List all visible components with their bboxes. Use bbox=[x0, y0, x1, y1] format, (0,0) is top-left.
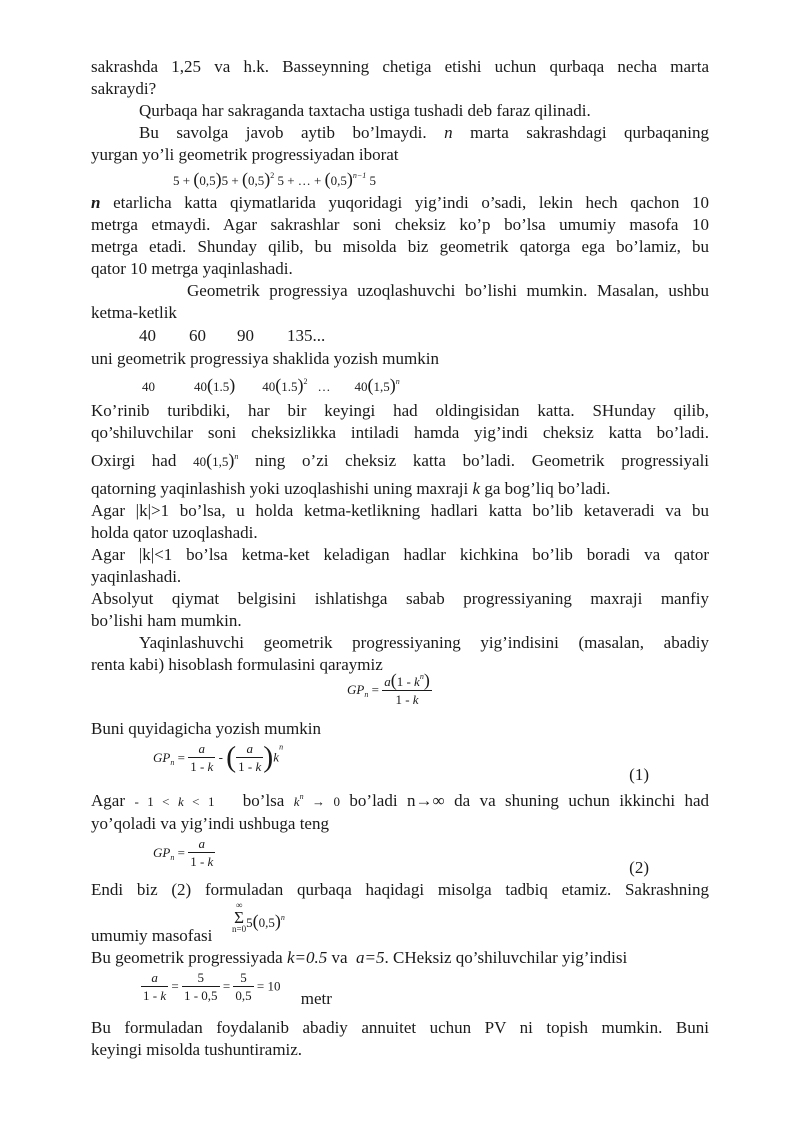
paragraph-12: Buni quyidagicha yozish mumkin bbox=[91, 719, 321, 738]
text-line: metrga etmaydi. Agar sakrashlar soni cheksiz ko’p bo’lsa umumiy masofa 10 bbox=[91, 215, 709, 234]
fraction: $\frac{a}{1 - k}$ bbox=[143, 970, 167, 1003]
text-line: Absolyut qiymat belgisini ishlatishga sabab progressiyaning maxraji manfiy bbox=[91, 589, 709, 608]
paragraph-8 bbox=[91, 500, 709, 544]
paragraph-14 bbox=[91, 879, 709, 947]
fraction: $\frac{5}{1 - 0,5}$ bbox=[183, 970, 218, 1003]
fraction: $\frac{a}{1 - k}$ bbox=[238, 741, 262, 774]
series-formula: $5 + (0,5)5 + (0,5)^2$ 5 + … + $(0,5)^{n-1}$ 5 bbox=[173, 169, 377, 189]
paragraph-10 bbox=[91, 588, 709, 632]
sequence-item: 90 bbox=[237, 326, 254, 345]
sequence bbox=[91, 324, 709, 348]
text-line: n etarlicha katta qiymatlarida yuqoridagi yig’indi o’sadi, lekin hech qachon 10 bbox=[91, 193, 709, 212]
text-line: Bu formuladan foydalanib abadiy annuitet uchun PV ni topish mumkin. Buni bbox=[91, 1018, 709, 1037]
text-line: renta kabi) hisoblash formulasini qaraymiz bbox=[91, 655, 383, 674]
sequence-item: 40 bbox=[139, 326, 156, 345]
unit-label: metr bbox=[300, 989, 332, 1008]
sum-formula: ∞ Σ $n=05(0,5)^n$ bbox=[232, 900, 285, 934]
paragraph-3 bbox=[91, 122, 709, 144]
text-line: yaqinlashadi. bbox=[91, 567, 182, 586]
text-line: yo’qoladi va yig’indi ushbuga teng bbox=[91, 814, 329, 833]
text-line: holda qator uzoqlashadi. bbox=[91, 523, 258, 542]
fraction: $\frac{5}{0,5}$ bbox=[235, 970, 252, 1003]
inline-formula: $40(1,5)^n$ bbox=[193, 450, 239, 470]
text-line: Agar |k|<1 bo’lsa ketma-ket keladigan hadlar kichkina bo’lib boradi va qator bbox=[91, 545, 709, 564]
paragraph-13 bbox=[91, 790, 709, 835]
paragraph-15: Bu geometrik progressiyada k=0.5 va a=5. CHeksiz qo’shiluvchilar yig’indisi bbox=[91, 948, 628, 967]
text-line: Oxirgi had $40(1,5)^n$ ning o’zi cheksiz katta bo’ladi. Geometrik progressiyali bbox=[91, 450, 710, 470]
fraction: $\frac{a}{1 - k}$ bbox=[190, 836, 214, 869]
text-line: sakraydi? bbox=[91, 79, 157, 98]
text-line: ketma-ketlik bbox=[91, 303, 177, 322]
text-line: Geometrik progressiya uzoqlashuvchi bo’lishi mumkin. Masalan, ushbu bbox=[187, 281, 709, 300]
paragraph-4 bbox=[91, 192, 709, 280]
fraction: $\frac{a}{1 - k}$ bbox=[190, 741, 214, 774]
formula-1: $GP_n$ = $\frac{a}{1 - k}$ - ( $\frac{a}{1 - k}$ )$k^n$ (1) bbox=[153, 740, 649, 784]
text-line: Yaqinlashuvchi geometrik progressiyaning yig’indisini (masalan, abadiy bbox=[139, 633, 709, 652]
text-line: Ko’rinib turibdiki, har bir keyingi had oldingisidan katta. SHunday qilib, bbox=[91, 401, 709, 420]
paragraph-11 bbox=[91, 632, 709, 676]
calc-formula: $\frac{a}{1 - k}$ = $\frac{5}{1 - 0,5}$ = $\frac{5}{0,5}$ = 10 metr bbox=[143, 970, 332, 1008]
text-line: keyingi misolda tushuntiramiz. bbox=[91, 1040, 303, 1059]
text-line: metrga etadi. Shunday qilib, bu misolda biz geometrik qatorga ega bo’lamiz, bu bbox=[91, 237, 709, 256]
paragraph-3-cont: yurgan yo’li geometrik progressiyadan iborat bbox=[91, 145, 399, 164]
text-line: qator 10 metrga yaqinlashadi. bbox=[91, 259, 293, 278]
equation-number: (2) bbox=[629, 858, 649, 877]
fraction: $\frac{a(1 - k^n)}{1 - k}$ bbox=[384, 670, 430, 707]
formula-gp-sum: $GP_n$ = $\frac{a(1 - k^n)}{1 - k}$ bbox=[347, 670, 430, 707]
paragraph-5 bbox=[91, 280, 709, 324]
text-line: qatorning yaqinlashish yoki uzoqlashishi uning maxraji k ga bog’liq bo’ladi. bbox=[91, 479, 611, 498]
formula-2: $GP_n$ = $\frac{a}{1 - k}$ (2) bbox=[153, 836, 649, 877]
paragraph-1 bbox=[91, 56, 709, 100]
paragraph-16 bbox=[91, 1017, 709, 1061]
sequence-item: 60 bbox=[189, 326, 206, 345]
text-line: Agar |k|>1 bo’lsa, u holda ketma-ketlikning hadlari katta bo’lib ketaveradi va bu bbox=[91, 501, 709, 520]
text-line: bo’lishi ham mumkin. bbox=[91, 611, 242, 630]
text-line: Bu savolga javob aytib bo’lmaydi. n marta sakrashdagi qurbaqaning bbox=[139, 123, 710, 142]
paragraph-2: Qurbaqa har sakraganda taxtacha ustiga tushadi deb faraz qilinadi. bbox=[139, 101, 591, 120]
paragraph-9 bbox=[91, 544, 709, 588]
equation-number: (1) bbox=[629, 765, 649, 784]
document-page bbox=[91, 56, 709, 1061]
paragraph-7 bbox=[91, 400, 709, 500]
gp-formula: 40 40(1.5) $40(1.5)^2$ … $40(1,5)^n$ bbox=[142, 375, 400, 395]
text-line: sakrashda 1,25 va h.k. Basseynning chetiga etishi uchun qurbaqa necha marta bbox=[91, 57, 709, 76]
text-line: umumiy masofasi ∞ Σ $n=05(0,5)^n$ bbox=[91, 900, 285, 945]
text-line: Endi biz (2) formuladan qurbaqa haqidagi misolga tadbiq etamiz. Sakrashning bbox=[91, 880, 709, 899]
text-line: Agar - 1 < k < 1 bo’lsa $k^n \to 0$ bo’ladi n→∞ da va shuning uchun ikkinchi had bbox=[91, 791, 710, 810]
sequence-item: 135... bbox=[287, 326, 326, 345]
paragraph-6: uni geometrik progressiya shaklida yozish mumkin bbox=[91, 349, 439, 368]
text-line: qo’shiluvchilar soni cheksizlikka intiladi hamda yig’indi cheksiz katta bo’ladi. bbox=[91, 423, 709, 442]
